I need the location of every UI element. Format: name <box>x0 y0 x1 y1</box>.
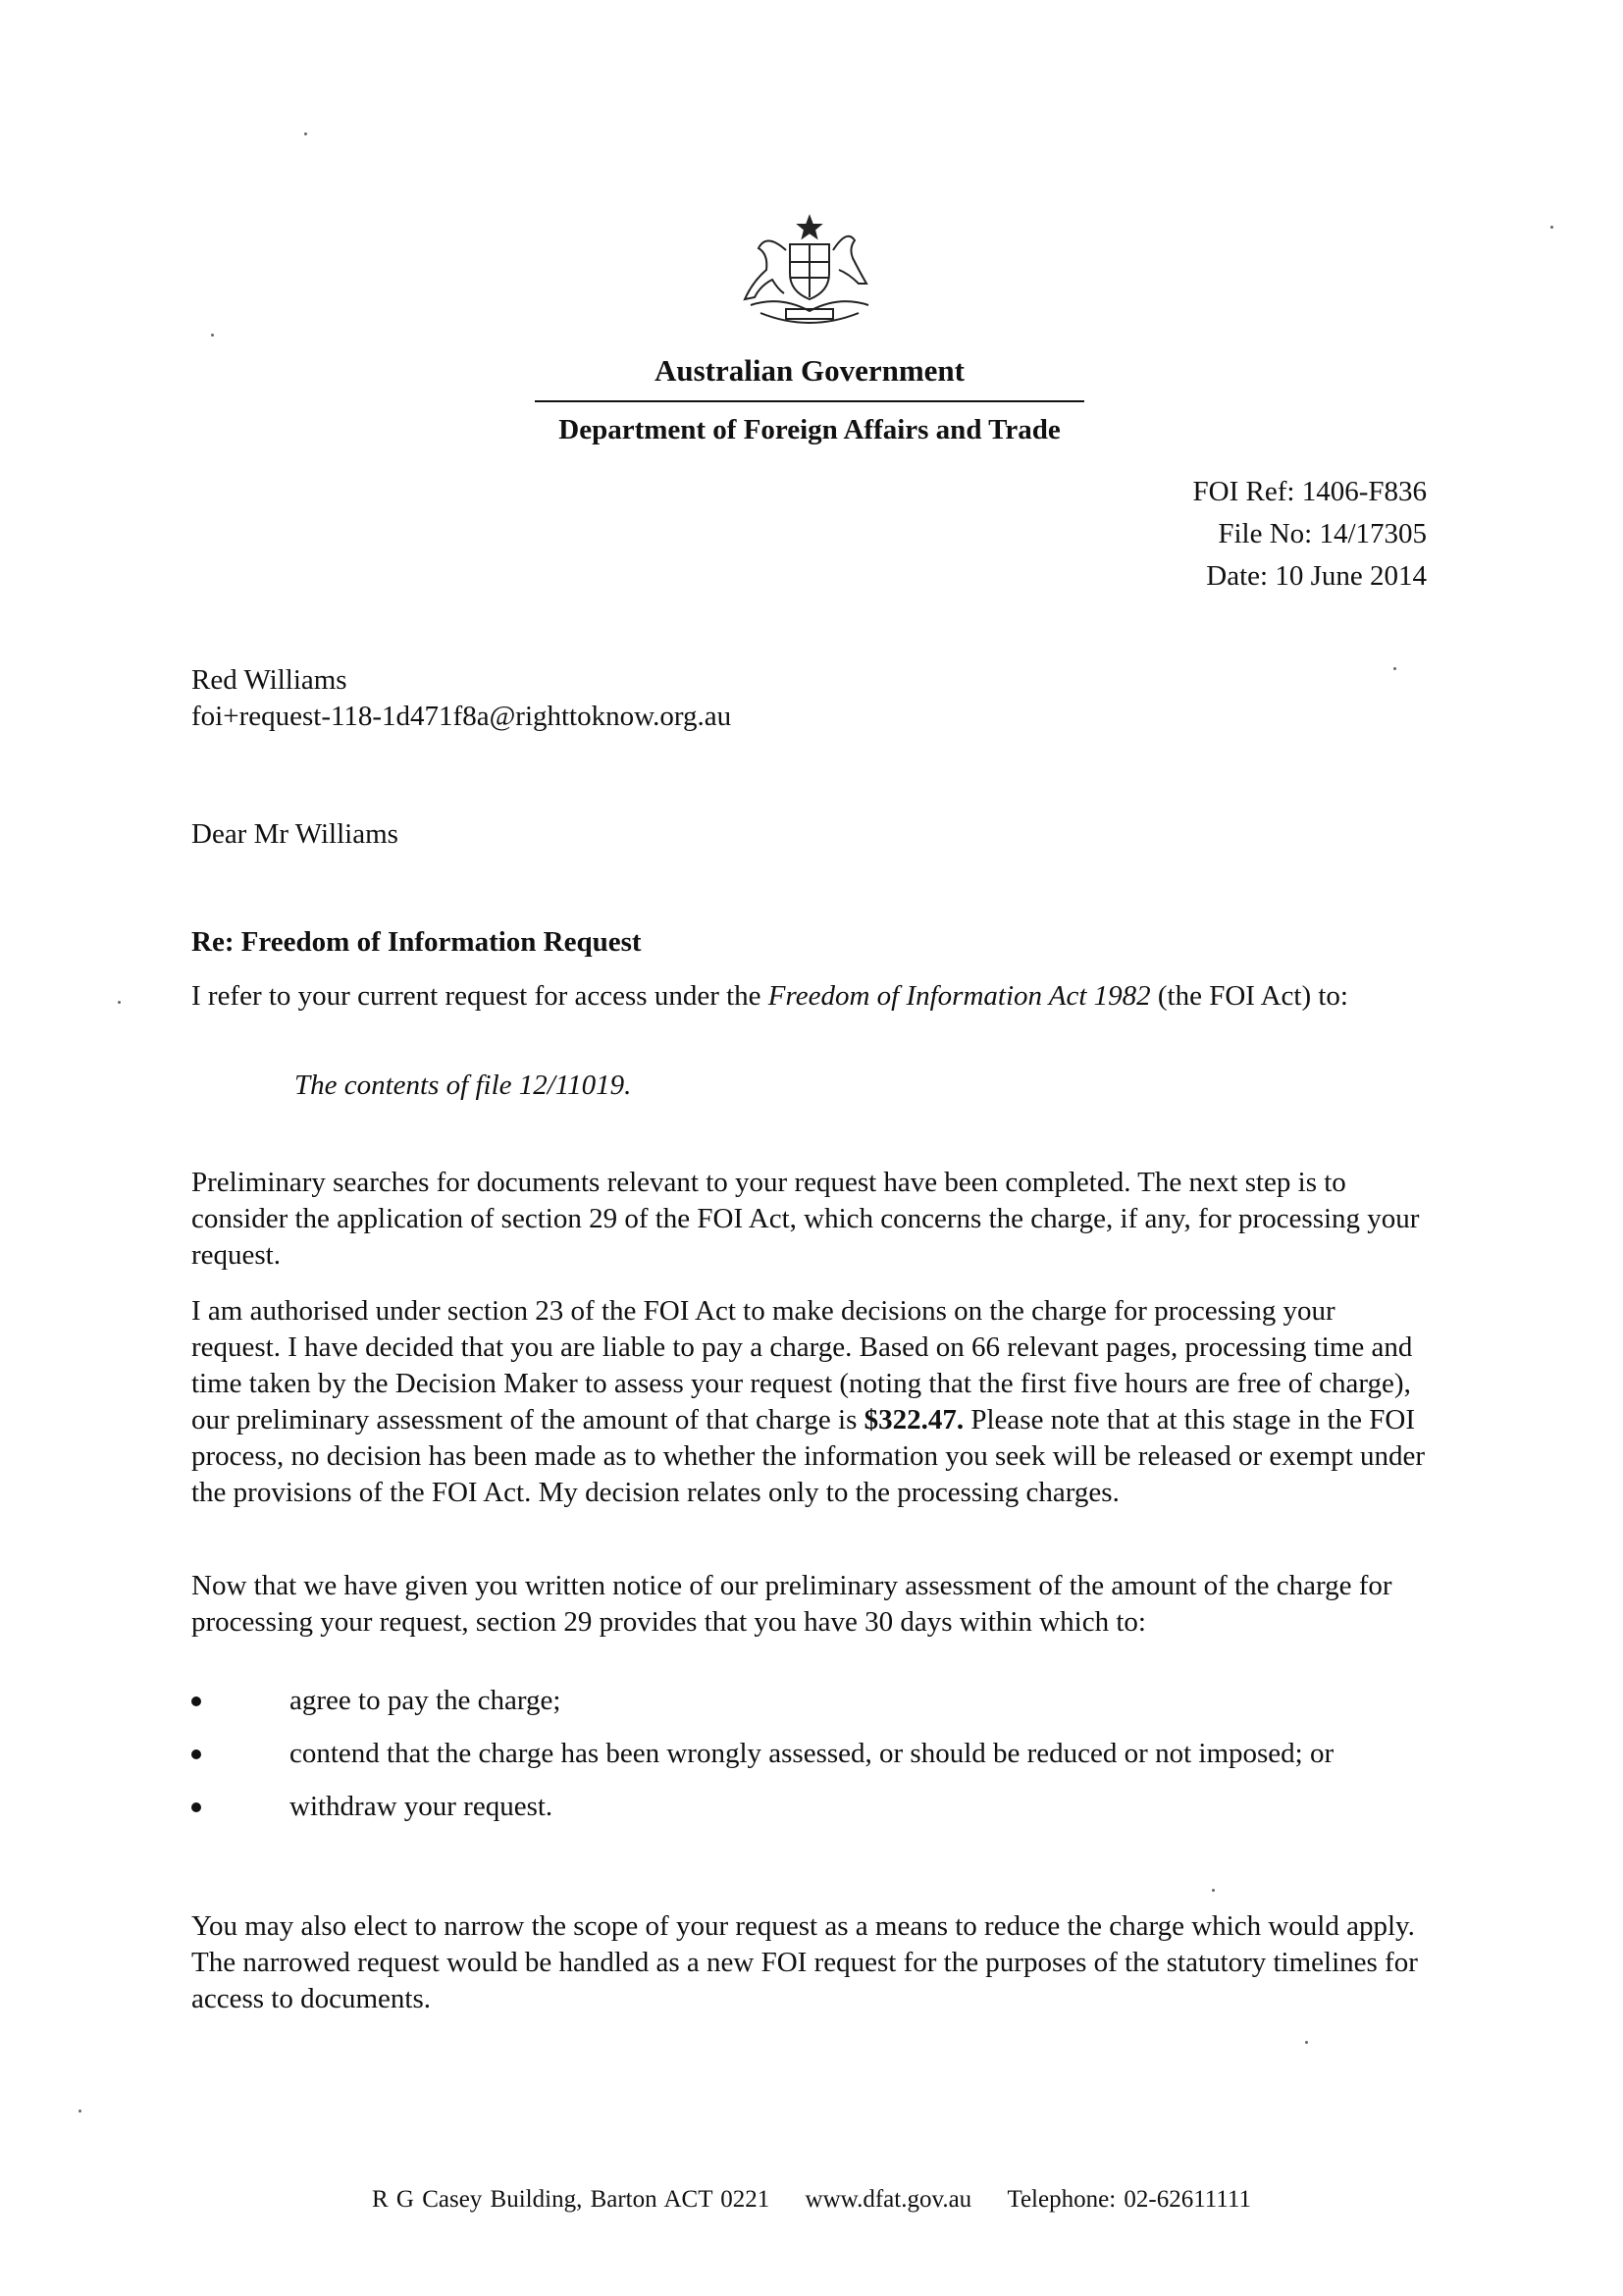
intro-paragraph <box>191 978 1428 1015</box>
scan-speck <box>1305 2041 1308 2044</box>
file-number: File No: 14/17305 <box>1218 518 1427 549</box>
paragraph-searches: Preliminary searches for documents relevant to your request have been completed. The next step is to consider the application of section 29 of the FOI Act, which concerns the charge, if any, for processing your request. <box>191 1167 1420 1271</box>
scan-speck <box>211 334 214 337</box>
agency-name: Australian Government <box>535 353 1084 402</box>
intro-text: I refer to your current request for access under the <box>191 980 768 1012</box>
footer-address: R G Casey Building, Barton ACT 0221 <box>371 2186 770 2213</box>
bullet-icon <box>191 1802 201 1812</box>
recipient-email: foi+request-118-1d471f8a@righttoknow.org.au <box>191 701 732 732</box>
scan-speck <box>304 132 307 135</box>
options-list <box>191 1683 1428 1842</box>
footer-website: www.dfat.gov.au <box>805 2186 972 2213</box>
subject-heading: Re: Freedom of Information Request <box>191 926 642 958</box>
scan-speck <box>1212 1889 1215 1892</box>
foi-reference: FOI Ref: 1406-F836 <box>1192 476 1427 507</box>
quoted-request: The contents of file 12/11019. <box>294 1070 632 1101</box>
paragraph-charge <box>191 1293 1428 1511</box>
list-item: agree to pay the charge; <box>191 1683 1428 1719</box>
scan-speck <box>1393 667 1396 670</box>
scan-speck <box>1550 226 1553 229</box>
bullet-icon <box>191 1749 201 1759</box>
recipient-name: Red Williams <box>191 664 347 696</box>
paragraph-narrow-scope: You may also elect to narrow the scope of your request as a means to reduce the charge which would apply. The narrowed request would be handled as a new FOI request for the purposes of the statutory timelines for access to documents. <box>191 1910 1418 2014</box>
salutation: Dear Mr Williams <box>191 818 398 850</box>
list-item: contend that the charge has been wrongly assessed, or should be reduced or not imposed; or <box>191 1736 1428 1772</box>
department-name: Department of Foreign Affairs and Trade <box>558 414 1061 445</box>
letterhead <box>535 353 1084 446</box>
footer <box>0 2186 1623 2214</box>
scan-speck <box>118 1001 121 1004</box>
recipient-block <box>191 662 1428 735</box>
charge-amount: $322.47. <box>864 1404 965 1435</box>
intro-text-end: (the FOI Act) to: <box>1150 980 1348 1012</box>
list-item: withdraw your request. <box>191 1789 1428 1825</box>
footer-telephone: Telephone: 02-62611111 <box>1007 2186 1252 2213</box>
scan-speck <box>79 2110 81 2113</box>
letter-date: Date: 10 June 2014 <box>1206 560 1427 592</box>
charge-text: I am authorised under section 23 of the FOI Act to make decisions on the charge for processing your request. I have decided that you are liable to pay a charge. Based on 66 relevant pages, processing time and time taken by the Decision Maker to assess your request (noting that the first five hours are free of charge), our preliminary assessment of the amount of that charge is <box>191 1295 1413 1435</box>
australian-coat-of-arms-icon <box>721 211 898 348</box>
act-title: Freedom of Information Act 1982 <box>767 980 1151 1012</box>
paragraph-options: Now that we have given you written notice of our preliminary assessment of the amount of the charge for processing your request, section 29 provides that you have 30 days within which to: <box>191 1570 1392 1638</box>
charge-text-end: Please note that at this stage in the FOI process, no decision has been made as to whether the information you seek will be released or exempt under the provisions of the FOI Act. My decision relates only to the processing charges. <box>191 1404 1426 1508</box>
reference-block <box>1193 471 1427 598</box>
bullet-icon <box>191 1696 201 1706</box>
